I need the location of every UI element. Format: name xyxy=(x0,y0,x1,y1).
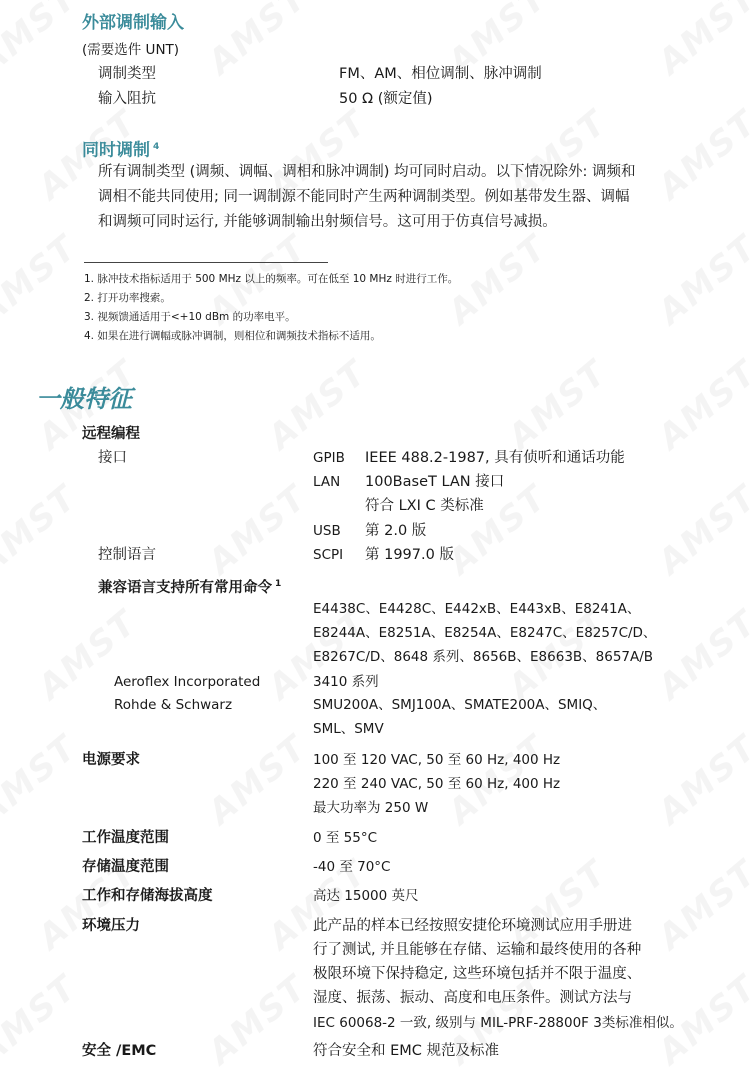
watermark-logo xyxy=(501,352,615,457)
simul-line: 调相不能共同使用; 同一调制源不能同时产生两种调制类型。例如基带发生器、调幅 xyxy=(98,189,630,205)
vendor-models-rohde-cont: SML、SMV xyxy=(313,721,384,737)
control-language-key: SCPI xyxy=(313,547,344,563)
control-language-label: 控制语言 xyxy=(98,547,156,563)
watermark-logo xyxy=(651,727,750,832)
watermark-logo xyxy=(201,727,315,832)
environment-line: 行了测试, 并且能够在存储、运输和最终使用的各种 xyxy=(313,942,642,958)
interface-key-lan: LAN xyxy=(313,474,341,490)
watermark-logo xyxy=(651,852,750,957)
control-language-value: 第 1997.0 版 xyxy=(365,547,454,563)
impedance-label: 输入阻抗 xyxy=(98,91,156,107)
simul-title-text: 同时调制 xyxy=(82,140,150,161)
footnote-4: 4. 如果在进行调幅或脉冲调制，则相位和调频技术指标不适用。 xyxy=(84,330,381,342)
watermark-logo xyxy=(0,0,85,83)
environment-line: 湿度、振荡、振动、高度和电压条件。测试方法与 xyxy=(313,990,632,1006)
watermark-logo xyxy=(201,967,315,1072)
interface-value-lan: 100BaseT LAN 接口 xyxy=(365,474,505,490)
watermark-logo xyxy=(441,477,555,582)
operating-temp-value: 0 至 55°C xyxy=(313,830,378,846)
remote-programming-title: 远程编程 xyxy=(82,426,140,442)
interface-value-gpib: IEEE 488.2-1987, 具有侦听和通话功能 xyxy=(365,450,625,466)
watermark-logo xyxy=(0,227,85,332)
compat-title-text: 兼容语言支持所有常用命令 xyxy=(98,579,272,596)
compat-footnote-ref: 1 xyxy=(275,579,282,589)
simul-line: 和调频可同时运行, 并能够调制输出射频信号。这可用于仿真信号减损。 xyxy=(98,214,557,230)
watermark-logo xyxy=(651,352,750,457)
safety-emc-value: 符合安全和 EMC 规范及标准 xyxy=(313,1043,500,1059)
vendor-models-aeroflex: 3410 系列 xyxy=(313,674,379,690)
storage-temp-label: 存储温度范围 xyxy=(82,859,169,875)
simul-line: 所有调制类型 (调频、调幅、调相和脉冲调制) 均可同时启动。以下情况除外: 调频和 xyxy=(98,164,636,180)
footnote-2: 2. 打开功率搜索。 xyxy=(84,292,171,304)
footnote-1: 1. 脉冲技术指标适用于 500 MHz 以上的频率。可在低至 10 MHz 时进行工作。 xyxy=(84,273,459,285)
watermark-logo xyxy=(0,477,85,582)
compat-line: E8244A、E8251A、E8254A、E8247C、E8257C/D、 xyxy=(313,625,657,641)
compat-line: E4438C、E4428C、E442xB、E443xB、E8241A、 xyxy=(313,601,641,617)
watermark-logo xyxy=(651,102,750,207)
watermark-logo xyxy=(651,602,750,707)
interface-key-gpib: GPIB xyxy=(313,450,345,466)
watermark-logo xyxy=(261,352,375,457)
interface-value-usb: 第 2.0 版 xyxy=(365,523,427,539)
watermark-logo xyxy=(201,0,315,83)
environment-line: 极限环境下保持稳定, 这些环境包括并不限于温度、 xyxy=(313,966,642,982)
vendor-name-aeroflex: Aeroflex Incorporated xyxy=(114,674,261,690)
power-line: 100 至 120 VAC, 50 至 60 Hz, 400 Hz xyxy=(313,752,561,768)
safety-emc-label: 安全 /EMC xyxy=(82,1043,157,1059)
section-title-external-mod: 外部调制输入 xyxy=(82,13,184,33)
environment-line: 此产品的样本已经按照安捷伦环境测试应用手册进 xyxy=(313,918,632,934)
power-requirements-label: 电源要求 xyxy=(82,752,140,768)
compat-line: E8267C/D、8648 系列、8656B、E8663B、8657A/B xyxy=(313,649,654,665)
altitude-label: 工作和存储海拔高度 xyxy=(82,888,213,904)
vendor-name-rohde: Rohde & Schwarz xyxy=(114,697,233,713)
vendor-models-rohde: SMU200A、SMJ100A、SMATE200A、SMIQ、 xyxy=(313,697,607,713)
storage-temp-value: -40 至 70°C xyxy=(313,859,391,875)
footnote-3: 3. 视频馈通适用于<+10 dBm 的功率电平。 xyxy=(84,311,296,323)
environment-label: 环境压力 xyxy=(82,918,140,934)
page-section-title: 一般特征 xyxy=(36,385,132,413)
watermark-logo xyxy=(651,227,750,332)
interface-key-usb: USB xyxy=(313,523,341,539)
mod-type-label: 调制类型 xyxy=(98,66,156,82)
impedance-value: 50 Ω (额定值) xyxy=(339,91,433,107)
watermark-logo xyxy=(651,477,750,582)
interface-label: 接口 xyxy=(98,450,127,466)
altitude-value: 高达 15000 英尺 xyxy=(313,888,419,904)
simul-footnote-ref: 4 xyxy=(153,142,160,152)
operating-temp-label: 工作温度范围 xyxy=(82,830,169,846)
option-note: (需要选件 UNT) xyxy=(82,42,180,58)
watermark-logo xyxy=(0,727,85,832)
compat-language-title xyxy=(98,574,281,598)
watermark-logo xyxy=(651,0,750,83)
interface-value-lxi: 符合 LXI C 类标准 xyxy=(365,498,484,514)
watermark-logo xyxy=(201,477,315,582)
mod-type-value: FM、AM、相位调制、脉冲调制 xyxy=(339,66,542,82)
footnote-divider xyxy=(84,262,328,263)
environment-line: IEC 60068-2 一致, 级别与 MIL-PRF-28800F 3类标准相似。 xyxy=(313,1015,683,1031)
power-line: 最大功率为 250 W xyxy=(313,800,429,816)
watermark-logo xyxy=(0,967,85,1072)
power-line: 220 至 240 VAC, 50 至 60 Hz, 400 Hz xyxy=(313,776,561,792)
section-title-simultaneous xyxy=(82,136,159,162)
